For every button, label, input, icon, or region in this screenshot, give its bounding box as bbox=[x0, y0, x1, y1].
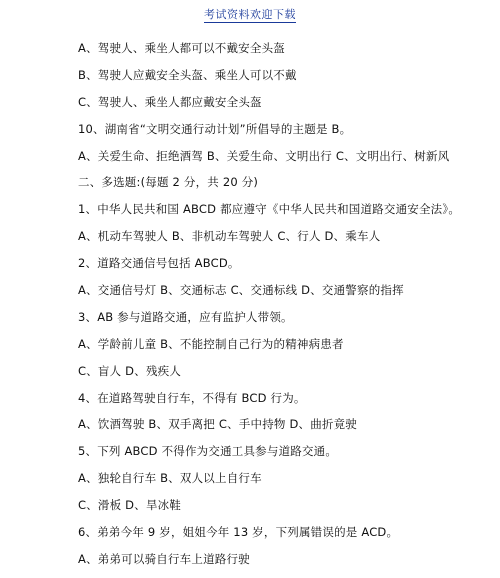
option-line: A、关爱生命、拒绝酒驾 B、关爱生命、文明出行 C、文明出行、树新风 bbox=[78, 148, 450, 163]
option-line: A、独轮自行车 B、双人以上自行车 bbox=[78, 471, 262, 486]
option-line: B、驾驶人应戴安全头盔、乘坐人可以不戴 bbox=[78, 67, 297, 82]
question-line: 2、道路交通信号包括 ABCD。 bbox=[78, 256, 240, 271]
option-line: A、机动车驾驶人 B、非机动车驾驶人 C、行人 D、乘车人 bbox=[78, 229, 381, 244]
section-heading: 二、多选题:(每题 2 分，共 20 分) bbox=[78, 175, 259, 190]
option-line: C、滑板 D、旱冰鞋 bbox=[78, 498, 182, 513]
option-line: A、饮酒驾驶 B、双手离把 C、手中持物 D、曲折竟驶 bbox=[78, 417, 358, 432]
question-line: 4、在道路驾驶自行车，不得有 BCD 行为。 bbox=[78, 390, 306, 405]
option-line: A、弟弟可以骑自行车上道路行驶 bbox=[78, 551, 250, 566]
option-line: C、驾驶人、乘坐人都应戴安全头盔 bbox=[78, 94, 262, 109]
option-line: C、盲人 D、残疾人 bbox=[78, 363, 182, 378]
document-body bbox=[78, 40, 488, 578]
page-header bbox=[0, 6, 500, 22]
question-line: 10、湖南省“文明交通行动计划”所倡导的主题是 B。 bbox=[78, 121, 352, 136]
option-line: A、交通信号灯 B、交通标志 C、交通标线 D、交通警察的指挥 bbox=[78, 283, 404, 298]
option-line: A、学龄前儿童 B、不能控制自己行为的精神病患者 bbox=[78, 336, 344, 351]
question-line: 3、AB 参与道路交通，应有监护人带领。 bbox=[78, 309, 293, 324]
option-line: A、驾驶人、乘坐人都可以不戴安全头盔 bbox=[78, 41, 285, 55]
question-line: 5、下列 ABCD 不得作为交通工具参与道路交通。 bbox=[78, 444, 338, 459]
question-line: 6、弟弟今年 9 岁，姐姐今年 13 岁，下列属错误的是 ACD。 bbox=[78, 525, 399, 540]
header-title[interactable]: 考试资料欢迎下载 bbox=[204, 8, 296, 21]
question-line: 1、中华人民共和国 ABCD 都应遵守《中华人民共和国道路交通安全法》。 bbox=[78, 202, 461, 217]
